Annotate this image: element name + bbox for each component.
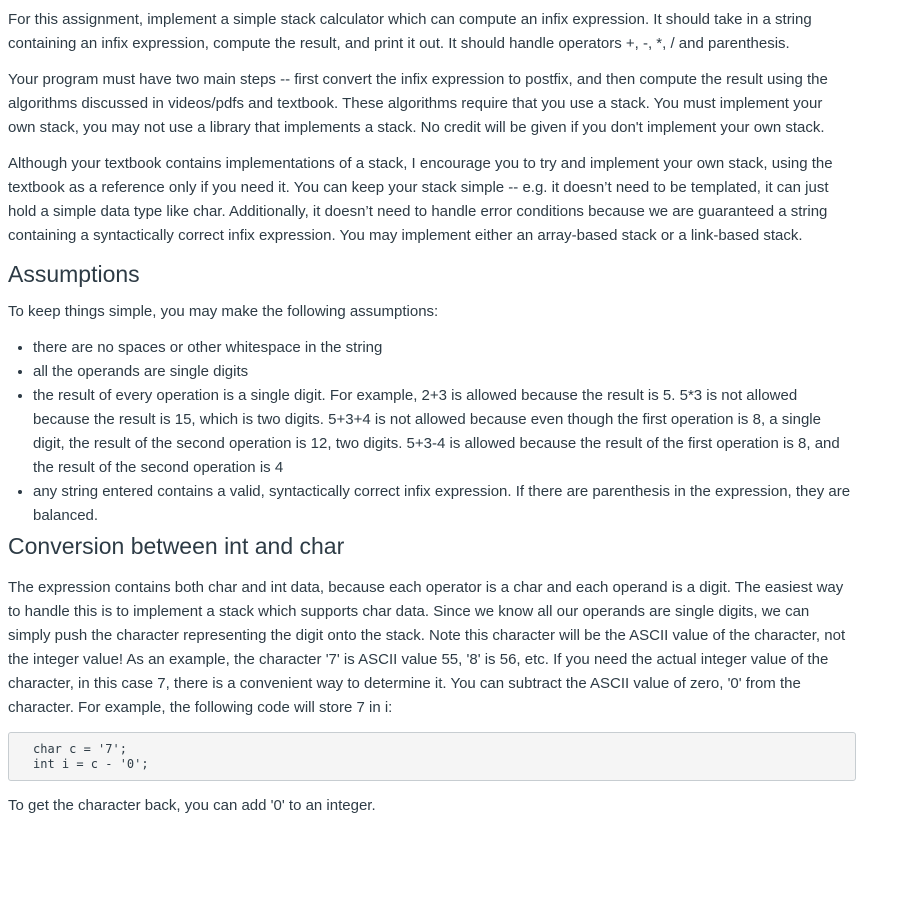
code-line: int i = c - '0'; <box>33 757 149 771</box>
list-item: • any string entered contains a valid, syntactically correct infix expression. If there are parenthesis in the expression, they are balanced. <box>33 480 853 528</box>
textbook-paragraph: Although your textbook contains implementations of a stack, I encourage you to try and implement your own stack, using the textbook as a reference only if you need it. You can keep your stack simple -- e.g. it doesn’t need to be templated, it can just hold a simple data type like char. Additionally, it doesn’t need to handle error conditions because we are guaranteed a string containing a syntactically correct infix expression. You may implement either an array-based stack or a link-based stack. <box>8 155 833 244</box>
assumptions-intro: To keep things simple, you may make the following assumptions: <box>8 303 439 320</box>
conversion-heading: Conversion between int and char <box>8 533 345 559</box>
list-item: • all the operands are single digits <box>33 360 853 384</box>
steps-paragraph: Your program must have two main steps -- first convert the infix expression to postfix, and then compute the result using the algorithms discussed in videos/pdfs and textbook. These algorithms require that you use a stack. You must implement your own stack, you may not use a library that implements a stack. No credit will be given if you don't implement your own stack. <box>8 71 828 136</box>
assignment-page <box>0 8 853 818</box>
assumptions-list <box>8 336 853 528</box>
code-line: char c = '7'; <box>33 742 127 756</box>
conversion-paragraph: The expression contains both char and int data, because each operator is a char and each operand is a digit. The easiest way to handle this is to implement a stack which supports char data. Since we know all our operands are single digits, we can simply push the character representing the digit onto the stack. Note this character will be the ASCII value of the character, not the integer value! As an example, the character '7' is ASCII value 55, '8' is 56, etc. If you need the actual integer value of the character, in this case 7, there is a convenient way to determine it. You can subtract the ASCII value of zero, '0' from the character. For example, the following code will store 7 in i: <box>8 579 846 716</box>
conversion-outro: To get the character back, you can add '0' to an integer. <box>8 797 376 814</box>
list-item: • there are no spaces or other whitespace in the string <box>33 336 853 360</box>
intro-paragraph: For this assignment, implement a simple stack calculator which can compute an infix expression. It should take in a string containing an infix expression, compute the result, and print it out. It should handle operators +, -, *, / and parenthesis. <box>8 11 812 52</box>
assumptions-heading: Assumptions <box>8 261 140 287</box>
code-block <box>8 732 856 781</box>
list-item: • the result of every operation is a single digit. For example, 2+3 is allowed because the result is 5. 5*3 is not allowed because the result is 15, which is two digits. 5+3+4 is not allowed because even though the first operation is 8, a single digit, the result of the second operation is 12, two digits. 5+3-4 is allowed because the result of the first operation is 8, and the result of the second operation is 4 <box>33 384 853 480</box>
